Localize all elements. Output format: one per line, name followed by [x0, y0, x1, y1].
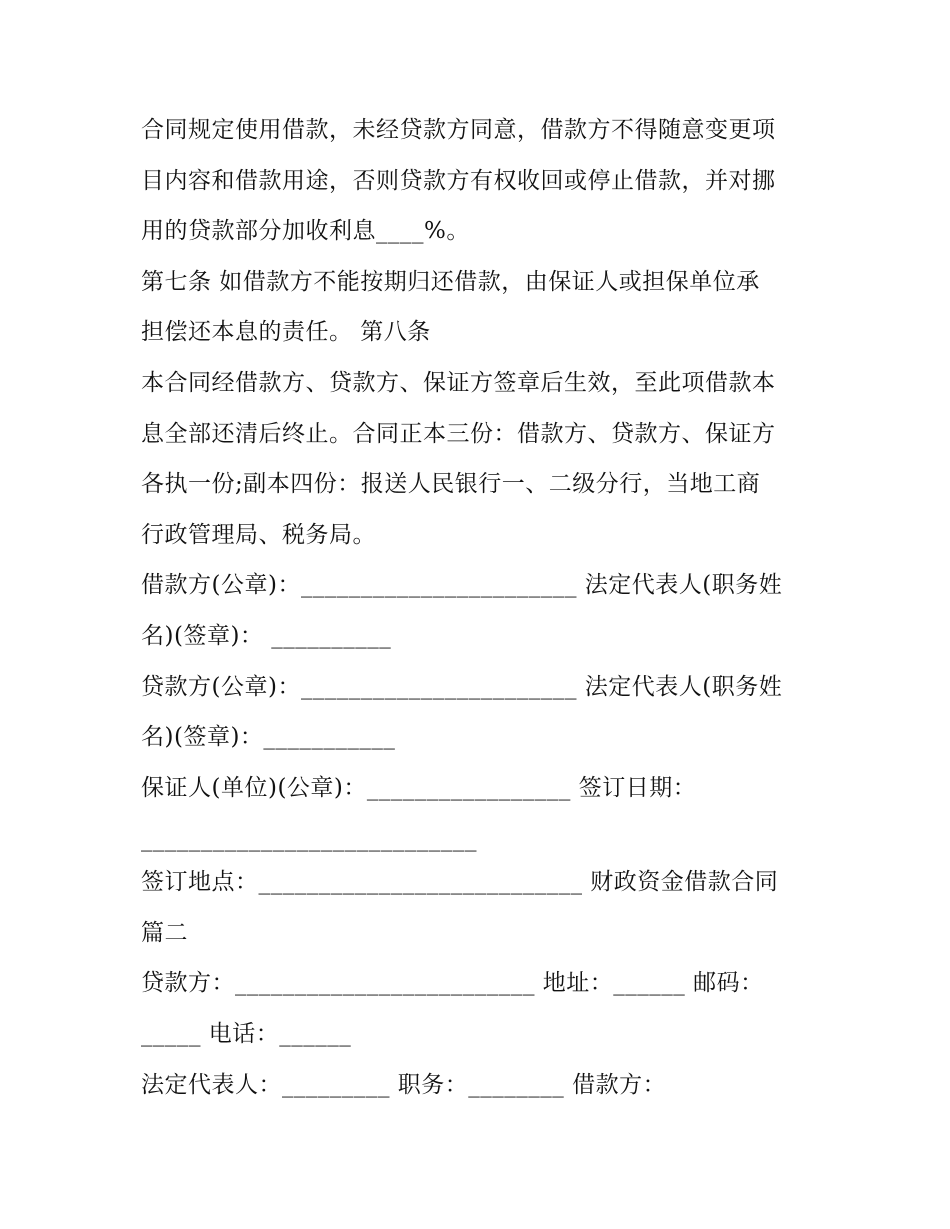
text-line: 用的贷款部分加收利息____%。 — [141, 218, 470, 244]
text-line: 名)(签章)： __________ — [141, 623, 392, 649]
text-line: _____ 电话：______ — [141, 1021, 352, 1047]
text-line: 签订地点：___________________________ 财政资金借款合同 — [141, 869, 779, 895]
text-line: 担偿还本息的责任。 第八条 — [141, 319, 431, 345]
text-line: 篇二 — [141, 920, 188, 946]
text-line: 借款方(公章)：_______________________ 法定代表人(职务姓 — [141, 572, 783, 598]
text-line: 法定代表人：_________ 职务：________ 借款方： — [141, 1072, 667, 1098]
text-line: 名)(签章)：___________ — [141, 724, 396, 750]
text-line: 保证人(单位)(公章)：_________________ 签订日期： — [141, 775, 697, 801]
text-line: 息全部还清后终止。合同正本三份：借款方、贷款方、保证方 — [141, 421, 776, 447]
text-line: 贷款方(公章)：_______________________ 法定代表人(职务姓 — [141, 674, 783, 700]
text-line: 合同规定使用借款，未经贷款方同意，借款方不得随意变更项 — [141, 117, 776, 143]
text-line: ____________________________ — [141, 826, 477, 852]
text-line: 行政管理局、税务局。 — [141, 522, 376, 548]
text-line: 目内容和借款用途，否则贷款方有权收回或停止借款，并对挪 — [141, 168, 776, 194]
text-line: 贷款方：_________________________ 地址：______ 邮码： — [141, 970, 764, 996]
text-line: 各执一份;副本四份：报送人民银行一、二级分行，当地工商 — [141, 471, 761, 497]
text-line: 本合同经借款方、贷款方、保证方签章后生效，至此项借款本 — [141, 370, 776, 396]
text-line: 第七条 如借款方不能按期归还借款，由保证人或担保单位承 — [141, 269, 760, 295]
